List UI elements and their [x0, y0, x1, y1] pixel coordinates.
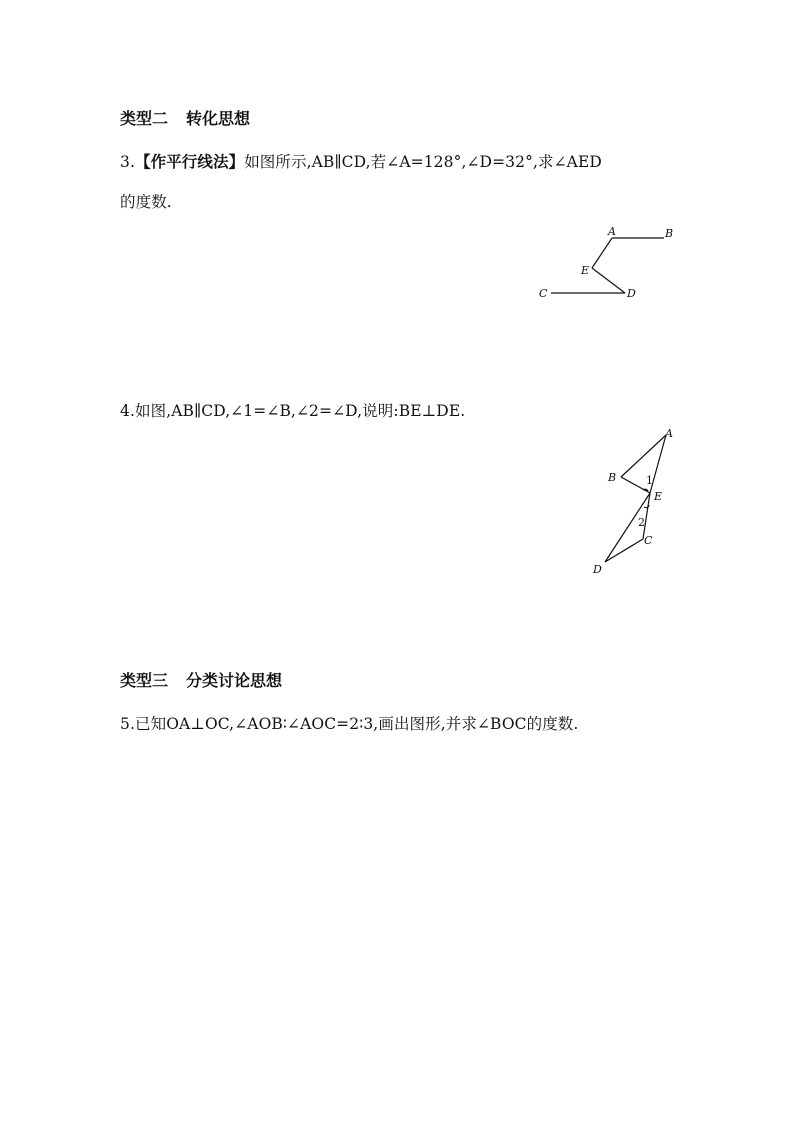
section-label: 类型三: [120, 671, 169, 690]
point-d-label: D: [627, 287, 636, 300]
question-5: 5.已知OA⊥OC,∠AOB∶∠AOC=2∶3,画出图形,并求∠BOC的度数.: [120, 715, 579, 733]
point-c-label: C: [539, 287, 548, 300]
segment-ae: [592, 238, 612, 268]
point-c-label: C: [644, 534, 653, 547]
section-heading: [120, 106, 250, 129]
figure-q3: [530, 222, 690, 312]
angle-2-label: 2: [638, 516, 645, 529]
section-title: 转化思想: [186, 109, 251, 128]
question-text: 如图所示,AB∥CD,若∠A=128°,∠D=32°,求∠AED: [244, 153, 602, 171]
point-b-label: B: [608, 471, 617, 484]
question-4: 4.如图,AB∥CD,∠1=∠B,∠2=∠D,说明:BE⊥DE.: [120, 402, 466, 420]
question-3-line-2: 的度数.: [120, 193, 172, 211]
segment-ab: [621, 435, 666, 477]
point-a-label: A: [665, 427, 673, 440]
angle-1-label: 1: [646, 474, 653, 487]
question-3-line-1: [120, 150, 602, 172]
segment-ed: [592, 268, 625, 293]
section-heading: [120, 668, 282, 691]
point-e-label: E: [581, 264, 590, 277]
figure-q4: [585, 425, 685, 585]
section-label: 类型二: [120, 109, 169, 128]
section-title: 分类讨论思想: [186, 671, 283, 690]
point-a-label: A: [608, 225, 616, 238]
segment-dc: [605, 539, 643, 562]
point-d-label: D: [593, 563, 602, 576]
question-number: 3.: [120, 153, 135, 171]
point-b-label: B: [665, 227, 674, 240]
method-tag: 【作平行线法】: [135, 153, 245, 171]
point-e-label: E: [654, 490, 663, 503]
